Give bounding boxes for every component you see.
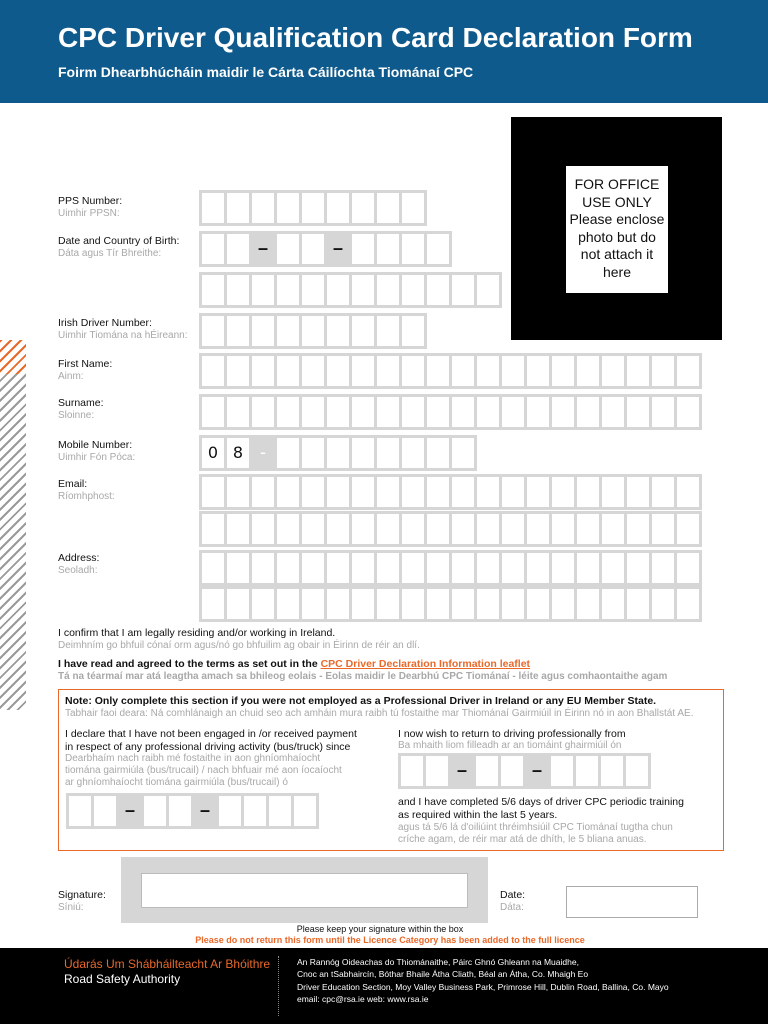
char-cell[interactable] xyxy=(69,796,91,826)
char-cell[interactable] xyxy=(219,796,241,826)
char-cell[interactable] xyxy=(352,477,374,507)
char-cell[interactable] xyxy=(377,397,399,427)
footer-divider xyxy=(278,956,279,1016)
char-cell[interactable] xyxy=(302,397,324,427)
training-declaration-ga xyxy=(398,822,673,846)
email-input-line1[interactable] xyxy=(199,474,702,510)
char-cell[interactable] xyxy=(352,553,374,583)
char-cell[interactable] xyxy=(402,553,424,583)
char-cell[interactable] xyxy=(427,514,449,544)
residency-confirmation: I confirm that I am legally residing and/or working in Ireland. xyxy=(58,627,336,639)
char-cell[interactable] xyxy=(502,477,524,507)
char-cell[interactable] xyxy=(602,514,624,544)
char-cell[interactable] xyxy=(277,438,299,468)
first-name-label-en: First Name: xyxy=(58,358,113,370)
pps-label-ga: Uimhir PPSN: xyxy=(58,208,120,219)
char-cell[interactable] xyxy=(552,514,574,544)
return-date-input[interactable] xyxy=(398,753,651,789)
char-cell[interactable] xyxy=(477,514,499,544)
char-cell[interactable] xyxy=(377,356,399,386)
org-name-english: Road Safety Authority xyxy=(64,972,181,986)
char-cell[interactable] xyxy=(527,589,549,619)
surname-label-ga: Sloinne: xyxy=(58,410,95,421)
mobile-prefix-digit: 8 xyxy=(227,438,249,468)
char-cell[interactable] xyxy=(352,397,374,427)
char-cell[interactable] xyxy=(552,477,574,507)
address-line: An Rannóg Oideachas do Thiománaithe, Páirc Ghnó Ghleann na Muaidhe, xyxy=(297,957,579,967)
char-cell[interactable] xyxy=(202,514,224,544)
char-cell[interactable] xyxy=(602,589,624,619)
char-cell[interactable] xyxy=(327,589,349,619)
char-cell[interactable] xyxy=(377,234,399,264)
date-label-en: Date: xyxy=(500,889,526,901)
char-cell[interactable] xyxy=(377,438,399,468)
char-cell[interactable] xyxy=(327,477,349,507)
char-cell[interactable] xyxy=(202,356,224,386)
address-label-ga: Seoladh: xyxy=(58,565,98,576)
char-cell[interactable] xyxy=(577,589,599,619)
char-cell[interactable] xyxy=(427,477,449,507)
char-cell[interactable] xyxy=(302,514,324,544)
not-engaged-declaration xyxy=(65,728,357,753)
char-cell[interactable] xyxy=(677,356,699,386)
char-cell[interactable] xyxy=(302,234,324,264)
char-cell[interactable] xyxy=(169,796,191,826)
office-note-line: FOR OFFICE xyxy=(574,176,660,192)
mobile-separator: - xyxy=(260,442,266,462)
first-name-input[interactable] xyxy=(199,353,702,389)
char-cell[interactable] xyxy=(627,514,649,544)
char-cell[interactable] xyxy=(502,589,524,619)
char-cell[interactable] xyxy=(277,397,299,427)
char-cell[interactable] xyxy=(352,438,374,468)
char-cell[interactable] xyxy=(527,553,549,583)
signature-instruction: Please keep your signature within the box xyxy=(296,924,464,934)
char-cell[interactable] xyxy=(302,589,324,619)
declaration-line-ga: Dearbhaím nach raibh mé fostaithe in aon ghníomhaíocht xyxy=(65,753,321,764)
form-title: CPC Driver Qualification Card Declaration Form xyxy=(58,22,693,53)
char-cell[interactable] xyxy=(277,356,299,386)
char-cell[interactable] xyxy=(452,438,474,468)
signature-label-en: Signature: xyxy=(58,889,106,901)
declaration-line: I declare that I have not been engaged in /or received payment xyxy=(65,728,357,740)
char-cell[interactable] xyxy=(277,514,299,544)
org-name-irish: Údarás Um Shábháilteacht Ar Bhóithre xyxy=(64,957,271,971)
char-cell[interactable] xyxy=(552,397,574,427)
pps-label-en: PPS Number: xyxy=(58,195,123,207)
signature-label-ga: Síniú: xyxy=(58,902,84,913)
char-cell[interactable] xyxy=(202,234,224,264)
address-label xyxy=(58,552,99,576)
char-cell[interactable] xyxy=(302,438,324,468)
char-cell[interactable] xyxy=(252,477,274,507)
signature-box[interactable] xyxy=(141,873,468,908)
char-cell[interactable] xyxy=(652,356,674,386)
char-cell[interactable] xyxy=(352,275,374,305)
info-leaflet-link[interactable]: CPC Driver Declaration Information leaflet xyxy=(320,658,531,670)
char-cell[interactable] xyxy=(302,356,324,386)
address-line: Cnoc an tSabhaircín, Bóthar Bhaile Átha Cliath, Béal an Átha, Co. Mhaigh Eo xyxy=(297,969,589,980)
not-engaged-declaration-ga xyxy=(65,753,342,789)
licence-input[interactable] xyxy=(199,313,427,349)
photo-area xyxy=(511,117,722,340)
char-cell[interactable] xyxy=(202,193,224,223)
signature-date-input[interactable] xyxy=(566,886,698,918)
char-cell[interactable] xyxy=(551,756,573,786)
date-separator: – xyxy=(531,760,542,780)
char-cell[interactable] xyxy=(352,514,374,544)
char-cell[interactable] xyxy=(402,275,424,305)
pps-input[interactable] xyxy=(199,190,427,226)
date-separator: – xyxy=(257,238,268,258)
char-cell[interactable] xyxy=(402,234,424,264)
char-cell[interactable] xyxy=(352,193,374,223)
char-cell[interactable] xyxy=(601,756,623,786)
char-cell[interactable] xyxy=(227,193,249,223)
char-cell[interactable] xyxy=(552,589,574,619)
section-note-ga: Tabhair faoi deara: Ná comhlánaigh an chuid seo ach amháin mura raibh tú fostaithe mar Thiománaí Gairmiúil in Éirinn nó in aon Bhallstát AE. xyxy=(65,708,694,719)
char-cell[interactable] xyxy=(252,397,274,427)
char-cell[interactable] xyxy=(402,477,424,507)
char-cell[interactable] xyxy=(502,356,524,386)
char-cell[interactable] xyxy=(402,589,424,619)
training-line-ga: críche agam, de réir mar atá de dhíth, le 5 bliana anuas. xyxy=(398,834,647,845)
char-cell[interactable] xyxy=(202,316,224,346)
char-cell[interactable] xyxy=(327,514,349,544)
residency-confirmation-ga: Deimhním go bhfuil cónaí orm agus/nó go bhfuilim ag obair in Éirinn de réir an dlí. xyxy=(58,640,420,651)
terms-agreement xyxy=(58,658,530,670)
char-cell[interactable] xyxy=(527,514,549,544)
char-cell[interactable] xyxy=(576,756,598,786)
form-subtitle: Foirm Dhearbhúcháin maidir le Cárta Cáilíochta Tiománaí CPC xyxy=(58,64,474,80)
char-cell[interactable] xyxy=(402,438,424,468)
char-cell[interactable] xyxy=(327,397,349,427)
char-cell[interactable] xyxy=(227,514,249,544)
char-cell[interactable] xyxy=(502,514,524,544)
char-cell[interactable] xyxy=(427,397,449,427)
declaration-line-ga: tiomána gairmiúla (bus/trucail) / nach bhfuair mé aon íocaíocht xyxy=(65,765,342,776)
char-cell[interactable] xyxy=(302,553,324,583)
char-cell[interactable] xyxy=(552,553,574,583)
licence-label xyxy=(58,317,188,341)
dob-date-input[interactable] xyxy=(199,231,452,267)
char-cell[interactable] xyxy=(527,477,549,507)
char-cell[interactable] xyxy=(501,756,523,786)
dob-label xyxy=(58,235,179,259)
decorative-stripes xyxy=(0,340,26,710)
char-cell[interactable] xyxy=(227,234,249,264)
char-cell[interactable] xyxy=(277,234,299,264)
char-cell[interactable] xyxy=(602,553,624,583)
char-cell[interactable] xyxy=(277,193,299,223)
char-cell[interactable] xyxy=(302,193,324,223)
char-cell[interactable] xyxy=(677,397,699,427)
char-cell[interactable] xyxy=(602,356,624,386)
char-cell[interactable] xyxy=(677,589,699,619)
char-cell[interactable] xyxy=(227,553,249,583)
date-separator: – xyxy=(124,800,135,820)
date-separator: – xyxy=(332,238,343,258)
char-cell[interactable] xyxy=(227,397,249,427)
licence-label-en: Irish Driver Number: xyxy=(58,317,152,329)
char-cell[interactable] xyxy=(302,477,324,507)
return-date-prompt-ga: Ba mhaith liom filleadh ar an tiomáint ghairmiúil ón xyxy=(398,740,622,751)
address-label-en: Address: xyxy=(58,552,100,564)
contact-line: email: cpc@rsa.ie web: www.rsa.ie xyxy=(297,993,429,1004)
training-line: and I have completed 5/6 days of driver CPC periodic training xyxy=(398,796,684,808)
char-cell[interactable] xyxy=(652,514,674,544)
char-cell[interactable] xyxy=(377,316,399,346)
signature-label xyxy=(58,889,106,913)
char-cell[interactable] xyxy=(244,796,266,826)
char-cell[interactable] xyxy=(252,514,274,544)
char-cell[interactable] xyxy=(452,275,474,305)
page-footer xyxy=(0,948,768,1024)
training-line: as required within the last 5 years. xyxy=(398,808,558,821)
char-cell[interactable] xyxy=(402,316,424,346)
office-note-line: here xyxy=(602,263,632,280)
office-note-line: Please enclose xyxy=(569,211,665,227)
char-cell[interactable] xyxy=(602,397,624,427)
country-of-birth-input[interactable] xyxy=(199,272,502,308)
char-cell[interactable] xyxy=(602,477,624,507)
char-cell[interactable] xyxy=(502,553,524,583)
email-label-ga: Ríomhphost: xyxy=(58,491,115,502)
char-cell[interactable] xyxy=(202,477,224,507)
decorative-accent-stripes xyxy=(0,340,26,374)
char-cell[interactable] xyxy=(269,796,291,826)
section-note: Note: Only complete this section if you were not employed as a Professional Driver in Ireland or any EU Member State. xyxy=(65,695,657,707)
char-cell[interactable] xyxy=(477,275,499,305)
first-name-label-ga: Ainm: xyxy=(58,371,84,382)
char-cell[interactable] xyxy=(402,356,424,386)
surname-label xyxy=(58,397,104,421)
char-cell[interactable] xyxy=(202,275,224,305)
mobile-prefix-digit: 0 xyxy=(202,438,224,468)
char-cell[interactable] xyxy=(252,193,274,223)
char-cell[interactable] xyxy=(294,796,316,826)
char-cell[interactable] xyxy=(277,589,299,619)
char-cell[interactable] xyxy=(252,316,274,346)
char-cell[interactable] xyxy=(427,553,449,583)
char-cell[interactable] xyxy=(677,477,699,507)
address-line: Driver Education Section, Moy Valley Business Park, Primrose Hill, Dublin Road, Ballina, Co. Mayo xyxy=(297,981,669,992)
date-separator: – xyxy=(456,760,467,780)
char-cell[interactable] xyxy=(352,316,374,346)
form-header xyxy=(0,0,768,103)
char-cell[interactable] xyxy=(302,275,324,305)
char-cell[interactable] xyxy=(227,356,249,386)
char-cell[interactable] xyxy=(252,589,274,619)
char-cell[interactable] xyxy=(427,234,449,264)
mobile-label-ga: Uimhir Fón Póca: xyxy=(58,452,136,463)
email-label-en: Email: xyxy=(58,478,88,490)
date-label xyxy=(500,889,525,913)
char-cell[interactable] xyxy=(327,553,349,583)
char-cell[interactable] xyxy=(277,275,299,305)
licence-label-ga: Uimhir Tiomána na hÉireann: xyxy=(58,330,188,341)
char-cell[interactable] xyxy=(202,553,224,583)
char-cell[interactable] xyxy=(502,397,524,427)
char-cell[interactable] xyxy=(627,589,649,619)
char-cell[interactable] xyxy=(627,397,649,427)
char-cell[interactable] xyxy=(677,553,699,583)
char-cell[interactable] xyxy=(627,477,649,507)
declaration-line-ga: ar ghníomhaíocht tiomána gairmiúla (bus/trucail) ó xyxy=(65,777,288,788)
char-cell[interactable] xyxy=(352,356,374,386)
char-cell[interactable] xyxy=(94,796,116,826)
mobile-input[interactable] xyxy=(199,435,477,471)
char-cell[interactable] xyxy=(627,356,649,386)
char-cell[interactable] xyxy=(202,397,224,427)
char-cell[interactable] xyxy=(402,193,424,223)
char-cell[interactable] xyxy=(652,477,674,507)
return-warning: Please do not return this form until the Licence Category has been added to the full licence xyxy=(195,935,585,945)
footer-address xyxy=(297,956,669,1005)
char-cell[interactable] xyxy=(452,589,474,619)
mobile-label-en: Mobile Number: xyxy=(58,439,133,451)
char-cell[interactable] xyxy=(652,553,674,583)
char-cell[interactable] xyxy=(552,356,574,386)
char-cell[interactable] xyxy=(476,756,498,786)
char-cell[interactable] xyxy=(377,589,399,619)
char-cell[interactable] xyxy=(452,397,474,427)
pps-label xyxy=(58,195,122,219)
char-cell[interactable] xyxy=(452,356,474,386)
char-cell[interactable] xyxy=(327,275,349,305)
date-label-ga: Dáta: xyxy=(500,902,524,913)
char-cell[interactable] xyxy=(652,397,674,427)
char-cell[interactable] xyxy=(377,275,399,305)
terms-agreement-text: I have read and agreed to the terms as set out in the xyxy=(58,658,321,670)
char-cell[interactable] xyxy=(677,514,699,544)
char-cell[interactable] xyxy=(452,514,474,544)
char-cell[interactable] xyxy=(426,756,448,786)
char-cell[interactable] xyxy=(227,589,249,619)
char-cell[interactable] xyxy=(527,356,549,386)
training-declaration xyxy=(398,796,684,821)
char-cell[interactable] xyxy=(252,275,274,305)
char-cell[interactable] xyxy=(401,756,423,786)
char-cell[interactable] xyxy=(144,796,166,826)
surname-label-en: Surname: xyxy=(58,397,104,409)
char-cell[interactable] xyxy=(477,477,499,507)
char-cell[interactable] xyxy=(377,477,399,507)
char-cell[interactable] xyxy=(577,477,599,507)
terms-agreement-ga: Tá na téarmaí mar atá leagtha amach sa bhileog eolais - Eolas maidir le Dearbhú CPC Tiománaí - léite agus comhaontaithe agam xyxy=(58,671,668,682)
address-input-line2[interactable] xyxy=(199,586,702,622)
date-separator: – xyxy=(199,800,210,820)
char-cell[interactable] xyxy=(626,756,648,786)
char-cell[interactable] xyxy=(577,514,599,544)
char-cell[interactable] xyxy=(427,438,449,468)
char-cell[interactable] xyxy=(427,275,449,305)
char-cell[interactable] xyxy=(427,589,449,619)
char-cell[interactable] xyxy=(327,193,349,223)
char-cell[interactable] xyxy=(477,356,499,386)
char-cell[interactable] xyxy=(477,553,499,583)
char-cell[interactable] xyxy=(327,316,349,346)
char-cell[interactable] xyxy=(377,193,399,223)
char-cell[interactable] xyxy=(402,397,424,427)
char-cell[interactable] xyxy=(227,316,249,346)
dob-label-en: Date and Country of Birth: xyxy=(58,235,180,247)
char-cell[interactable] xyxy=(327,438,349,468)
office-note-line: photo but do xyxy=(578,228,656,245)
office-use-note xyxy=(566,166,668,293)
char-cell[interactable] xyxy=(302,316,324,346)
address-input-line1[interactable] xyxy=(199,550,702,586)
char-cell[interactable] xyxy=(202,589,224,619)
char-cell[interactable] xyxy=(477,589,499,619)
char-cell[interactable] xyxy=(527,397,549,427)
char-cell[interactable] xyxy=(402,514,424,544)
dob-label-ga: Dáta agus Tír Bhreithe: xyxy=(58,248,162,259)
char-cell[interactable] xyxy=(327,356,349,386)
char-cell[interactable] xyxy=(377,514,399,544)
declaration-line: in respect of any professional driving activity (bus/truck) since xyxy=(65,740,351,753)
char-cell[interactable] xyxy=(377,553,399,583)
office-note-line: USE ONLY xyxy=(582,193,652,210)
char-cell[interactable] xyxy=(577,356,599,386)
char-cell[interactable] xyxy=(352,234,374,264)
training-line-ga: agus tá 5/6 lá d'oiliúint thréimhsiúil CPC Tiománaí tugtha chun xyxy=(398,822,673,833)
email-input-line2[interactable] xyxy=(199,511,702,547)
char-cell[interactable] xyxy=(577,397,599,427)
first-name-label xyxy=(58,358,112,382)
char-cell[interactable] xyxy=(577,553,599,583)
email-label xyxy=(58,478,115,502)
char-cell[interactable] xyxy=(652,589,674,619)
surname-input[interactable] xyxy=(199,394,702,430)
office-note-line: not attach it xyxy=(580,246,654,262)
char-cell[interactable] xyxy=(277,477,299,507)
char-cell[interactable] xyxy=(227,477,249,507)
char-cell[interactable] xyxy=(277,553,299,583)
char-cell[interactable] xyxy=(452,477,474,507)
char-cell[interactable] xyxy=(252,356,274,386)
char-cell[interactable] xyxy=(477,397,499,427)
char-cell[interactable] xyxy=(252,553,274,583)
last-driving-date-input[interactable] xyxy=(66,793,319,829)
char-cell[interactable] xyxy=(427,356,449,386)
char-cell[interactable] xyxy=(627,553,649,583)
char-cell[interactable] xyxy=(352,589,374,619)
char-cell[interactable] xyxy=(227,275,249,305)
char-cell[interactable] xyxy=(452,553,474,583)
char-cell[interactable] xyxy=(277,316,299,346)
mobile-label xyxy=(58,439,135,463)
return-date-prompt: I now wish to return to driving professionally from xyxy=(398,728,626,740)
